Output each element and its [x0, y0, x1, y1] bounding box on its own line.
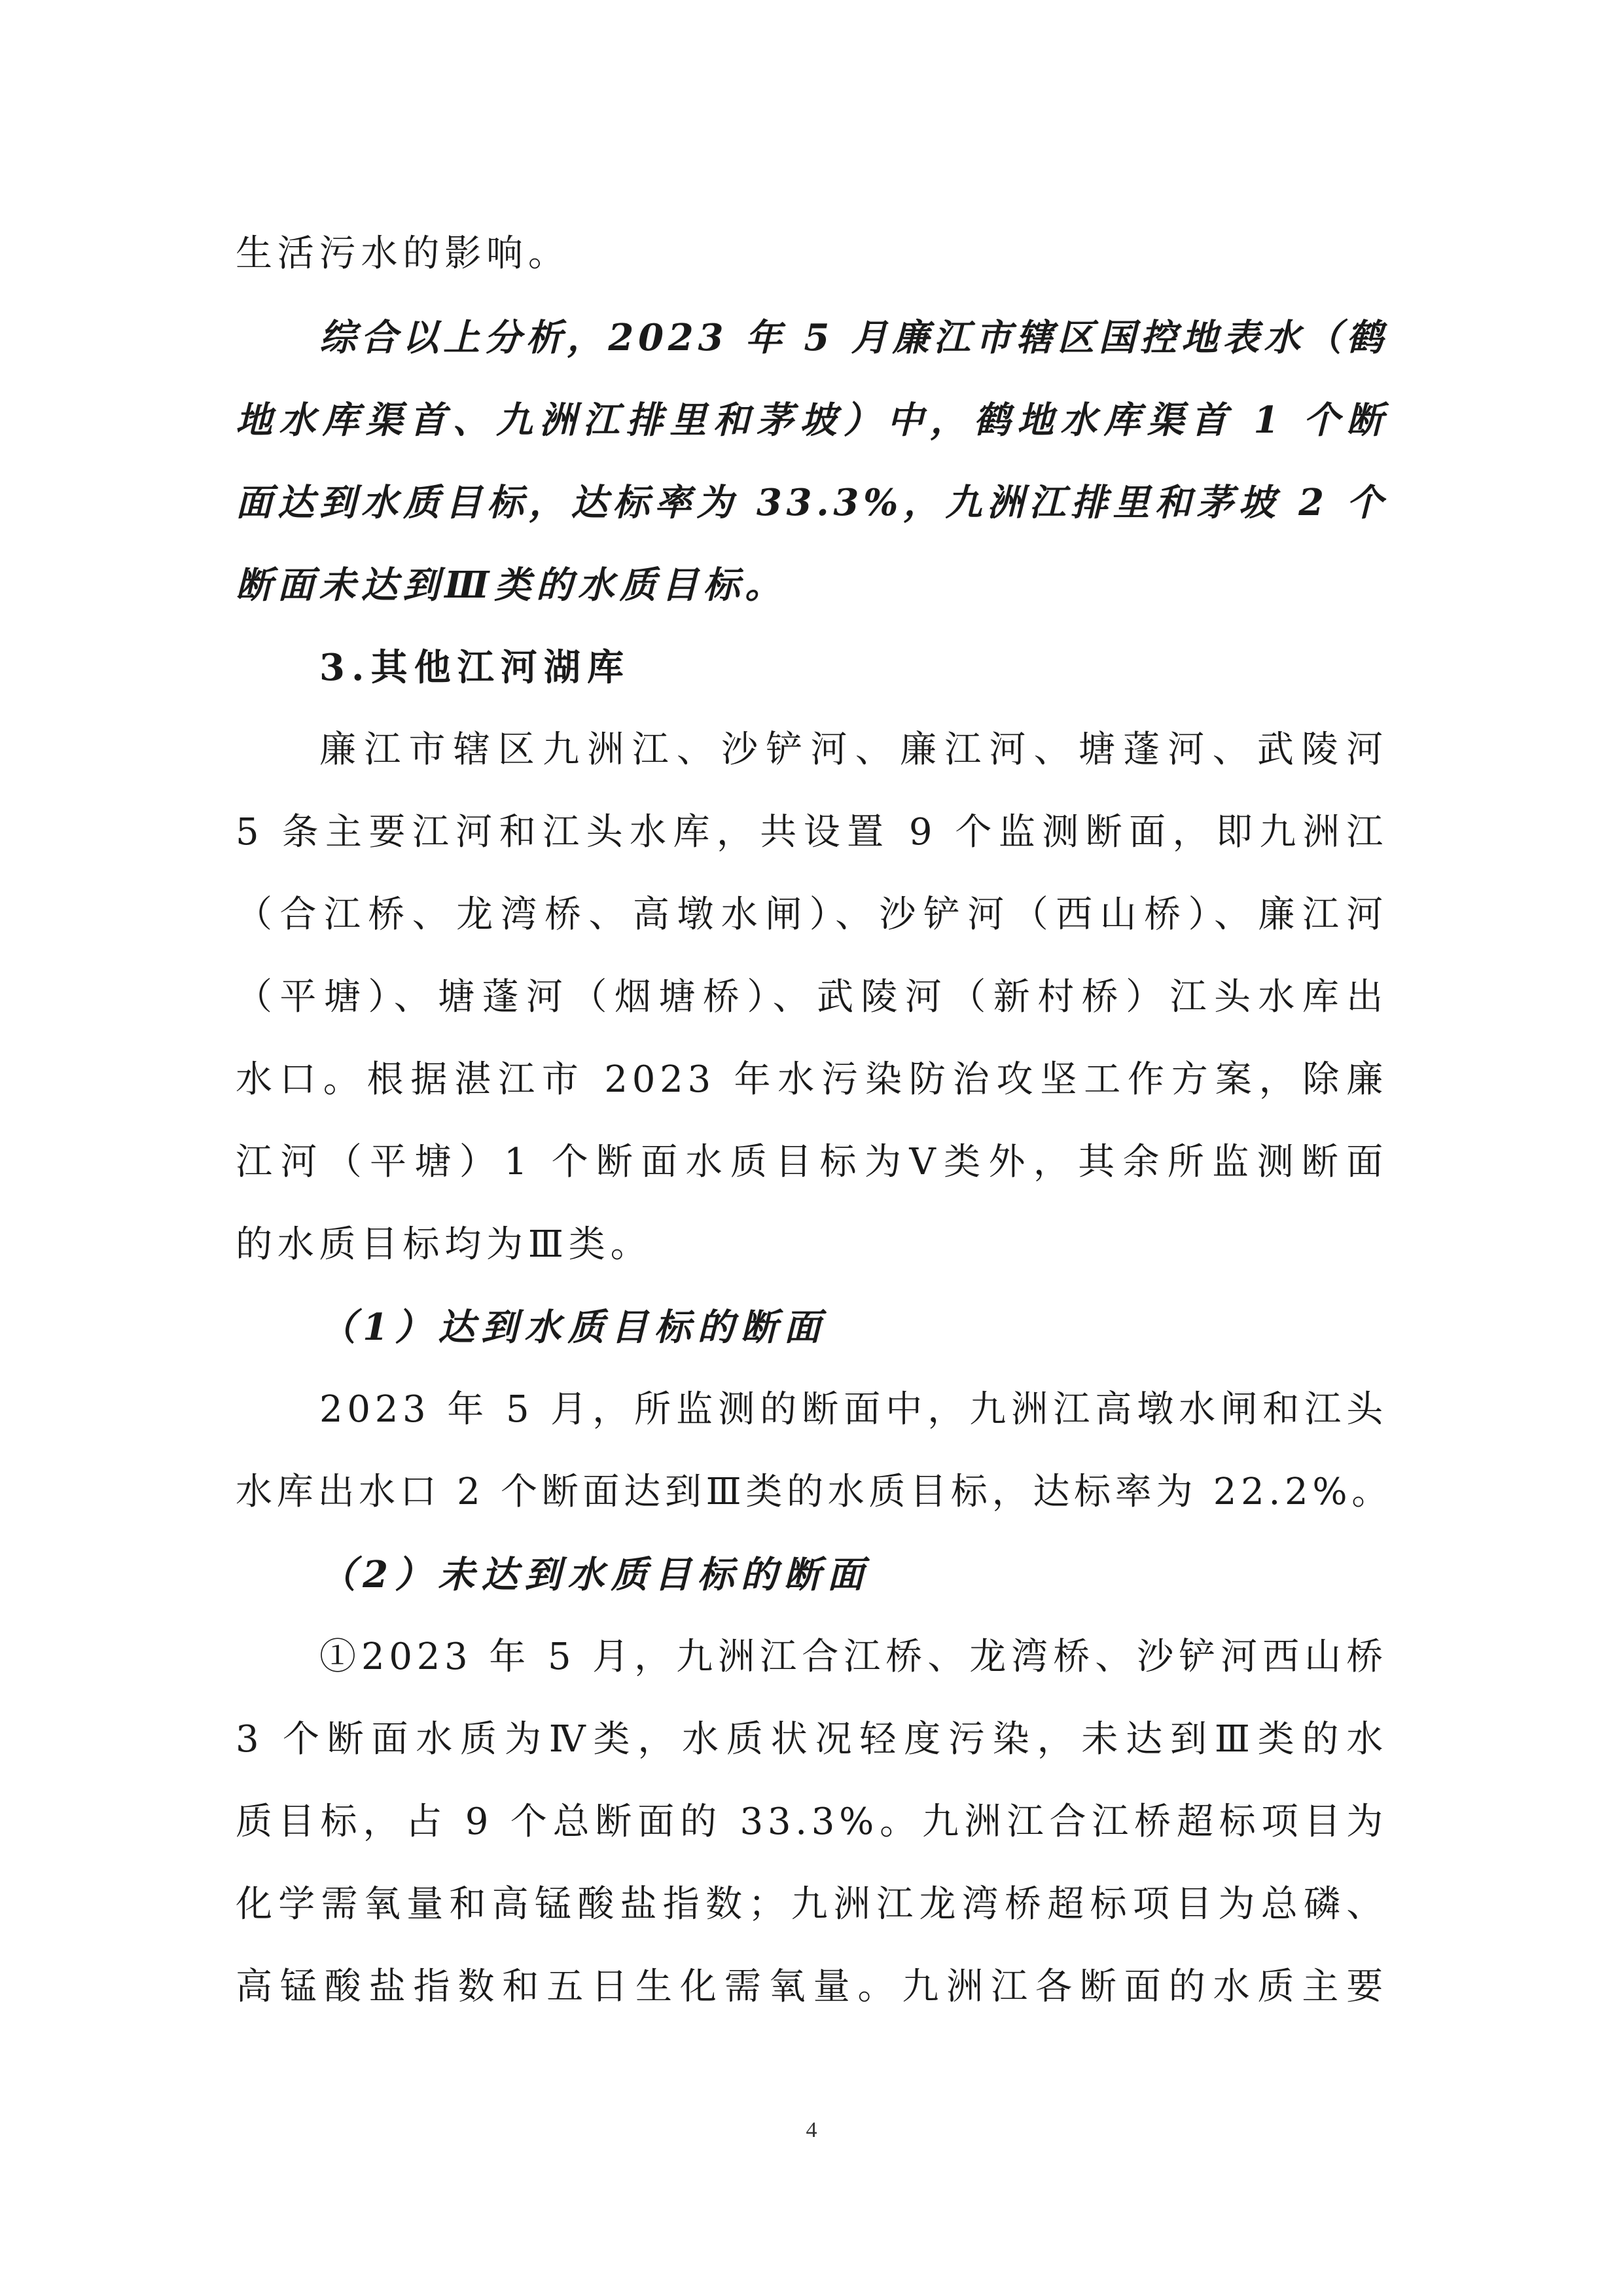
text-line: 化学需氧量和高锰酸盐指数；九洲江龙湾桥超标项目为总磷、: [236, 1883, 1387, 1926]
subsection-heading: （1）达到水质目标的断面: [319, 1306, 827, 1349]
text-line: 水库出水口 2 个断面达到Ⅲ类的水质目标，达标率为 22.2%。: [236, 1471, 1393, 1513]
summary-line: 综合以上分析，2023 年 5 月廉江市辖区国控地表水（鹤: [319, 316, 1387, 359]
section-heading: 3.其他江河湖库: [319, 646, 631, 689]
text-line: 生活污水的影响。: [236, 232, 570, 275]
summary-line: 断面未达到Ⅲ类的水质目标。: [236, 564, 787, 607]
text-line: 水口。根据湛江市 2023 年水污染防治攻坚工作方案，除廉: [236, 1058, 1387, 1101]
summary-line: 面达到水质目标，达标率为 33.3%，九洲江排里和茅坡 2 个: [236, 481, 1387, 524]
text-line: 质目标，占 9 个总断面的 33.3%。九洲江合江桥超标项目为: [236, 1801, 1387, 1843]
subsection-heading: （2）未达到水质目标的断面: [319, 1553, 871, 1596]
text-line: ①2023 年 5 月，九洲江合江桥、龙湾桥、沙铲河西山桥: [319, 1636, 1387, 1678]
text-line: 5 条主要江河和江头水库，共设置 9 个监测断面，即九洲江: [236, 811, 1387, 853]
text-line: 3 个断面水质为Ⅳ类，水质状况轻度污染，未达到Ⅲ类的水: [236, 1718, 1387, 1761]
text-line: （平塘）、塘蓬河（烟塘桥）、武陵河（新村桥）江头水库出: [236, 976, 1387, 1018]
text-line: 廉江市辖区九洲江、沙铲河、廉江河、塘蓬河、武陵河: [319, 728, 1387, 771]
page-number: 4: [806, 2118, 817, 2142]
text-line: 高锰酸盐指数和五日生化需氧量。九洲江各断面的水质主要: [236, 1965, 1387, 2008]
text-line: 2023 年 5 月，所监测的断面中，九洲江高墩水闸和江头: [319, 1388, 1387, 1431]
text-line: 的水质目标均为Ⅲ类。: [236, 1223, 652, 1266]
text-line: （合江桥、龙湾桥、高墩水闸）、沙铲河（西山桥）、廉江河: [236, 893, 1387, 936]
summary-line: 地水库渠首、九洲江排里和茅坡）中，鹤地水库渠首 1 个断: [236, 399, 1387, 442]
text-line: 江河（平塘）1 个断面水质目标为Ⅴ类外，其余所监测断面: [236, 1141, 1387, 1183]
